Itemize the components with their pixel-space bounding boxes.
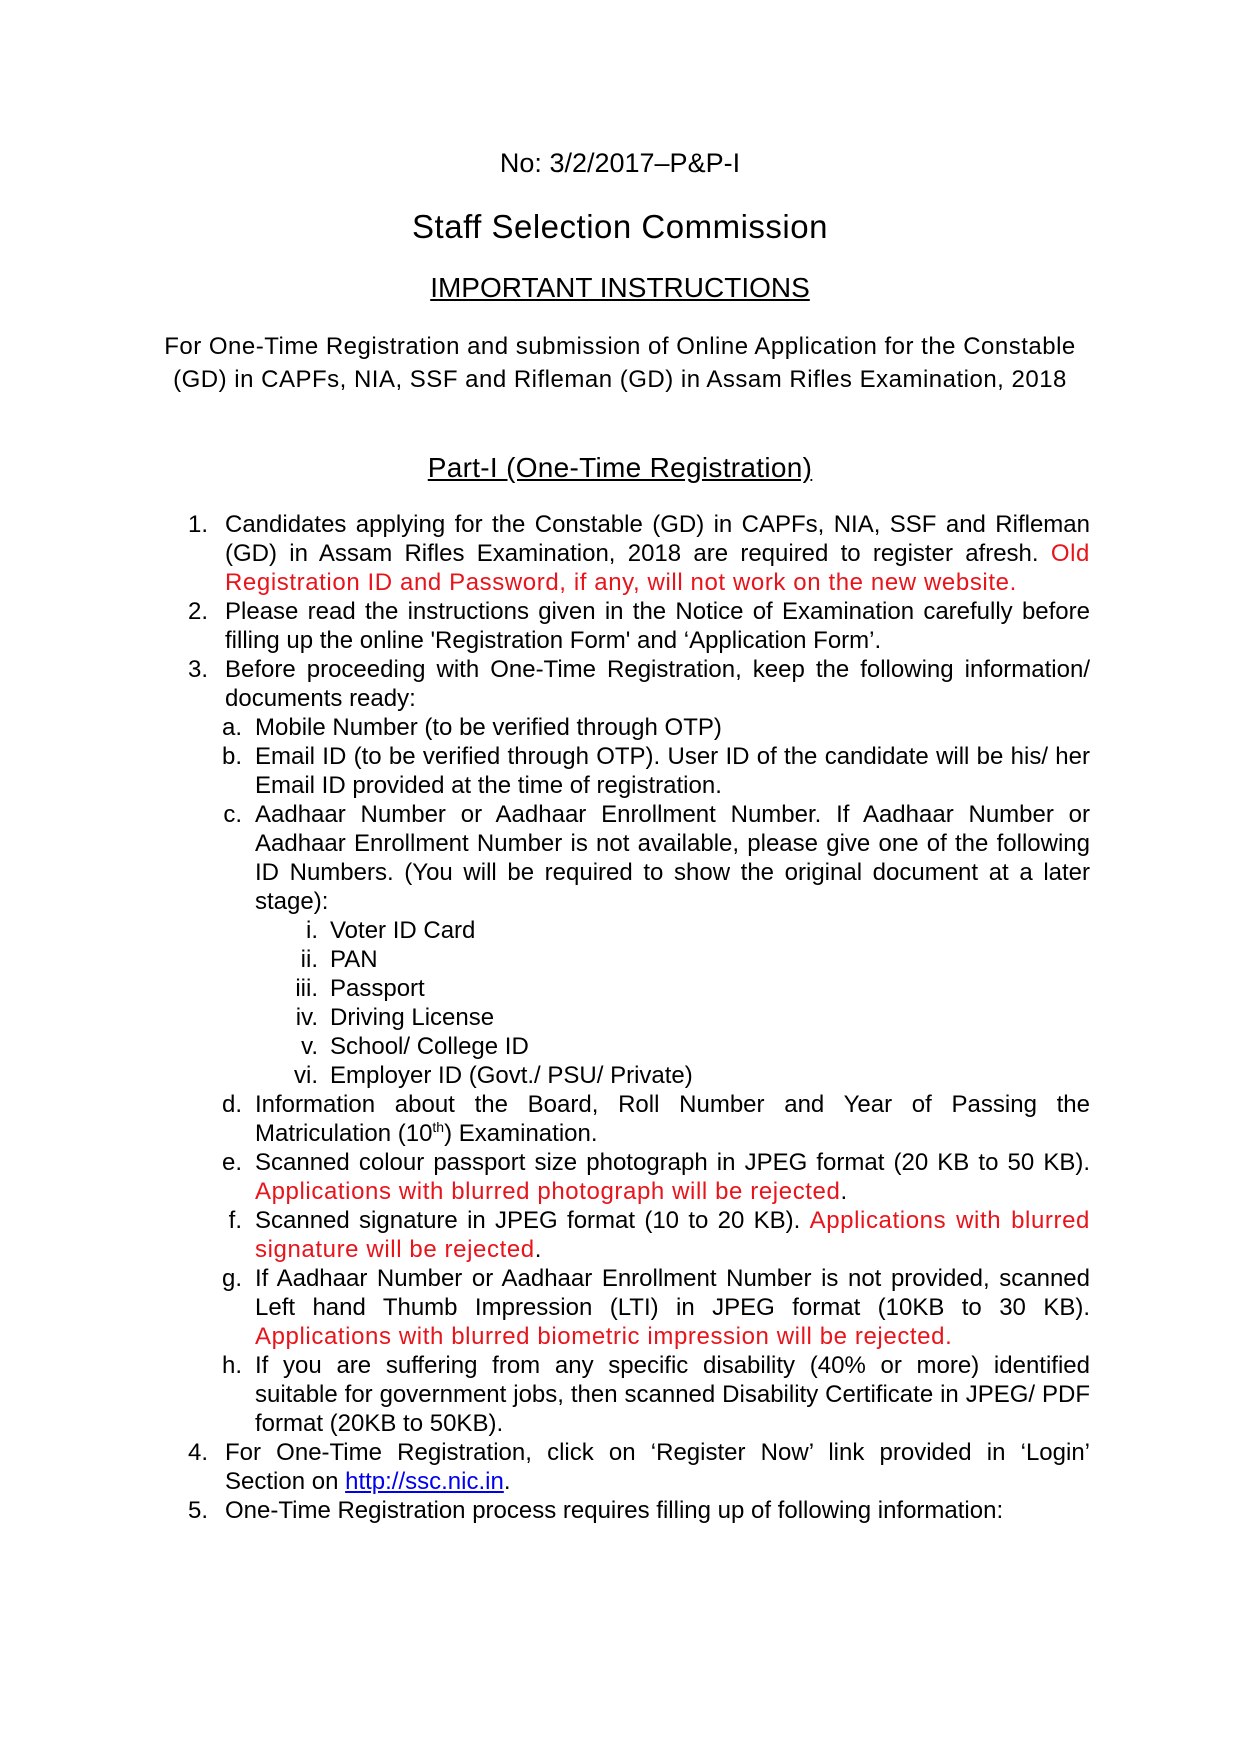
id-option-text: Voter ID Card [330, 917, 476, 944]
sub-item-letter: h. [221, 1352, 242, 1379]
sub-item [180, 1264, 1090, 1351]
sub-item-text: Aadhaar Number or Aadhaar Enrollment Number. If Aadhaar Number or Aadhaar Enrollment Number is not available, please give one of the following ID Numbers. (You will be required to show the original document at a later stage): [255, 801, 1090, 915]
sub-item [180, 1090, 1090, 1148]
id-option [180, 1061, 1090, 1090]
ssc-website-link[interactable]: http://ssc.nic.in [345, 1468, 504, 1495]
sub-item-text: Email ID (to be verified through OTP). User ID of the candidate will be his/ her Email ID provided at the time of registration. [255, 743, 1090, 799]
id-option-numeral: iii. [295, 975, 318, 1002]
id-option [180, 945, 1090, 974]
id-option [180, 1003, 1090, 1032]
page-subtitle: For One-Time Registration and submission of Online Application for the Constable (GD) in CAPFs, NIA, SSF and Rifleman (GD) in Assam Rifles Examination, 2018 [164, 333, 1076, 393]
sub-item-text: If you are suffering from any specific disability (40% or more) identified suitable for government jobs, then scanned Disability Certificate in JPEG/ PDF format (20KB to 50KB). [255, 1352, 1090, 1437]
id-option-numeral: ii. [300, 946, 318, 973]
sub-item-text-tail: . [840, 1178, 848, 1205]
instruction-list [180, 510, 1090, 1525]
sub-item-text: If Aadhaar Number or Aadhaar Enrollment Number is not provided, scanned Left hand Thumb Impression (LTI) in JPEG format (10KB to 30 KB). [255, 1265, 1090, 1321]
item-text-tail: . [503, 1468, 511, 1495]
id-option-text: Passport [330, 975, 425, 1002]
item-number: 1. [187, 511, 208, 538]
sub-item-text-tail: ) Examination. [444, 1120, 598, 1147]
id-option-numeral: v. [301, 1033, 318, 1060]
sub-item-text: Scanned colour passport size photograph in JPEG format (20 KB to 50 KB). [255, 1149, 1090, 1176]
list-item [180, 655, 1090, 713]
document-number: No: 3/2/2017–P&P-I [499, 148, 741, 178]
id-option-numeral: vi. [294, 1062, 318, 1089]
sub-item [180, 713, 1090, 742]
id-option-text: PAN [330, 946, 378, 973]
item-number: 4. [187, 1439, 208, 1466]
sub-item [180, 742, 1090, 800]
superscript: th [432, 1119, 445, 1135]
item-text: Candidates applying for the Constable (GD) in CAPFs, NIA, SSF and Rifleman (GD) in Assam Rifles Examination, 2018 are required to register afresh. [225, 511, 1090, 567]
page-heading: IMPORTANT INSTRUCTIONS [430, 272, 810, 303]
sub-item-text: Scanned signature in JPEG format (10 to 20 KB). [255, 1207, 810, 1234]
item-number: 5. [187, 1497, 208, 1524]
id-option-text: Driving License [330, 1004, 495, 1031]
warning-text: Applications with blurred signature will be rejected [255, 1207, 1090, 1263]
sub-item-text-tail: . [534, 1236, 542, 1263]
id-option-text: School/ College ID [330, 1033, 529, 1060]
sub-item [180, 800, 1090, 916]
item-number: 3. [187, 656, 208, 683]
warning-text: Applications with blurred biometric impression will be rejected. [255, 1323, 953, 1350]
item-text: Before proceeding with One-Time Registration, keep the following information/ documents ready: [225, 656, 1090, 712]
item-text: One-Time Registration process requires filling up of following information: [225, 1497, 1004, 1524]
sub-item-letter: a. [221, 714, 242, 741]
section-title: Part-I (One-Time Registration) [427, 452, 813, 483]
sub-item-text: Information about the Board, Roll Number and Year of Passing the Matriculation (10 [255, 1091, 1090, 1147]
sub-item-letter: e. [221, 1149, 242, 1176]
warning-text: Applications with blurred photograph will be rejected [255, 1178, 841, 1205]
id-option-text: Employer ID (Govt./ PSU/ Private) [330, 1062, 693, 1089]
list-item [180, 597, 1090, 655]
item-text: Please read the instructions given in the Notice of Examination carefully before filling up the online 'Registration Form' and ‘Application Form’. [225, 598, 1090, 654]
id-option [180, 974, 1090, 1003]
list-item [180, 1496, 1090, 1525]
sub-item [180, 1148, 1090, 1206]
sub-item-letter: b. [221, 743, 242, 770]
list-item [180, 510, 1090, 597]
item-number: 2. [187, 598, 208, 625]
id-option-numeral: iv. [295, 1004, 318, 1031]
sub-item [180, 1206, 1090, 1264]
sub-item-letter: c. [223, 801, 242, 828]
id-option [180, 1032, 1090, 1061]
sub-item-letter: d. [221, 1091, 242, 1118]
sub-item-letter: f. [228, 1207, 242, 1234]
organization-name: Staff Selection Commission [412, 208, 828, 245]
item-text: For One-Time Registration, click on ‘Register Now’ link provided in ‘Login’ Section on [225, 1439, 1090, 1495]
id-option [180, 916, 1090, 945]
sub-item-letter: g. [221, 1265, 242, 1292]
list-item [180, 1438, 1090, 1496]
id-option-numeral: i. [306, 917, 318, 944]
warning-text: Old Registration ID and Password, if any, will not work on the new website. [225, 540, 1090, 596]
sub-item-text: Mobile Number (to be verified through OTP) [255, 714, 722, 741]
sub-item [180, 1351, 1090, 1438]
